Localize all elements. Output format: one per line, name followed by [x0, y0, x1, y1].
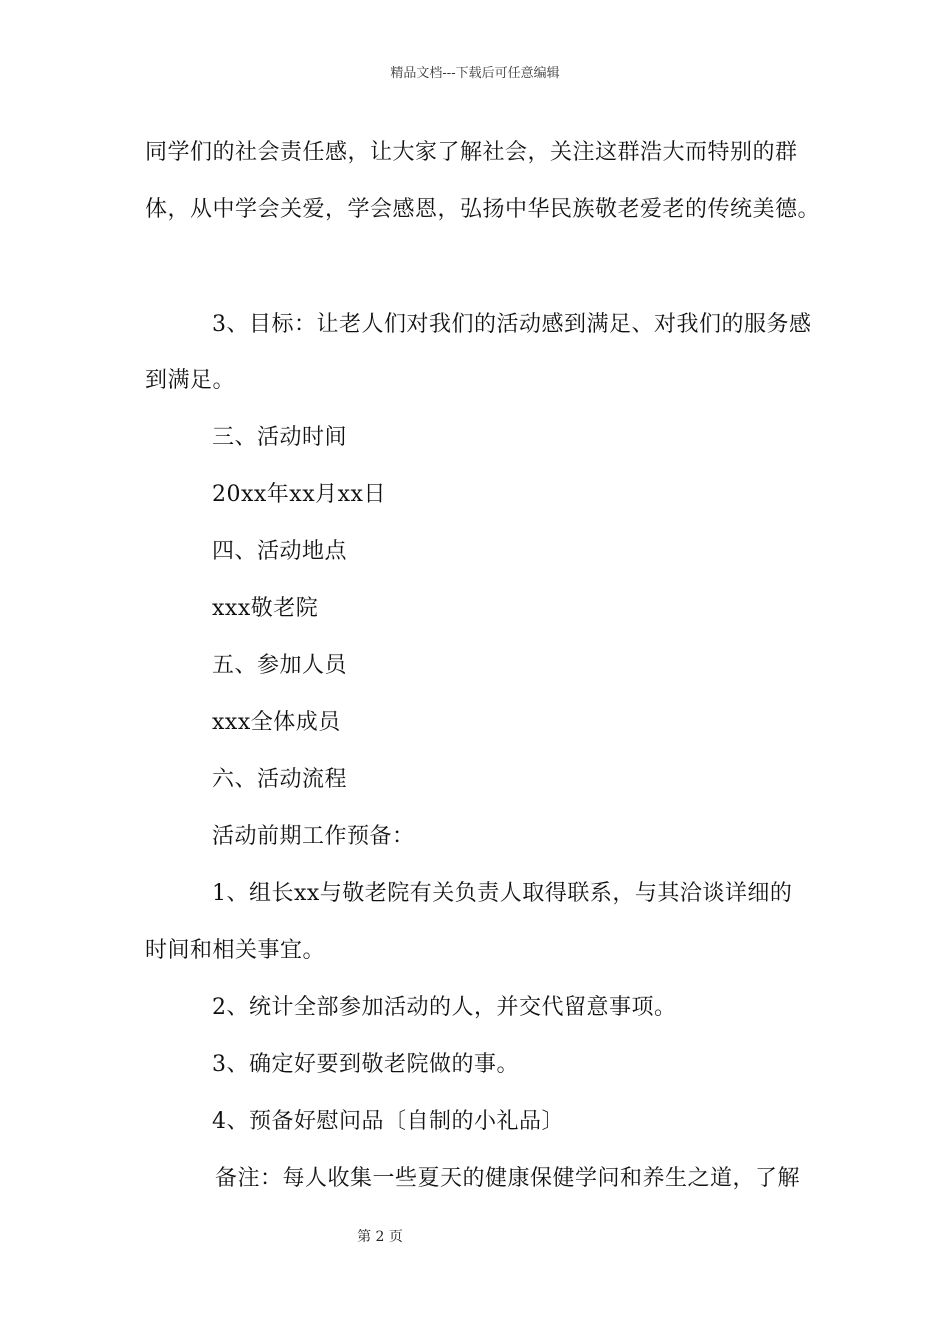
section-heading: 五、参加人员: [212, 653, 348, 678]
paragraph-line: 4、预备好慰问品〔自制的小礼品〕: [212, 1109, 564, 1134]
paragraph-line: 体，从中学会关爱，学会感恩，弘扬中华民族敬老爱老的传统美德。: [145, 197, 821, 222]
section-heading: 三、活动时间: [212, 425, 348, 450]
paragraph-line: 时间和相关事宜。: [145, 938, 326, 963]
paragraph-line: 3、确定好要到敬老院做的事。: [212, 1052, 519, 1077]
paragraph-line: 1、组长xx与敬老院有关负责人取得联系，与其洽谈详细的: [212, 881, 793, 906]
page-header: 精品文档---下载后可任意编辑: [390, 66, 560, 81]
page-number: 第 2 页: [357, 1229, 403, 1245]
paragraph-line: 20xx年xx月xx日: [212, 482, 386, 507]
section-heading: 六、活动流程: [212, 767, 348, 792]
paragraph-line: 3、目标：让老人们对我们的活动感到满足、对我们的服务感: [212, 312, 812, 337]
paragraph-line: 活动前期工作预备：: [212, 824, 415, 849]
paragraph-line: 同学们的社会责任感，让大家了解社会，关注这群浩大而特别的群: [145, 140, 798, 165]
section-heading: 四、活动地点: [212, 539, 348, 564]
paragraph-line: xxx敬老院: [212, 596, 319, 621]
paragraph-line: 到满足。: [145, 368, 236, 393]
paragraph-line: 备注：每人收集一些夏天的健康保健学问和养生之道，了解: [215, 1166, 801, 1191]
paragraph-line: xxx全体成员: [212, 710, 341, 735]
paragraph-line: 2、统计全部参加活动的人，并交代留意事项。: [212, 995, 677, 1020]
